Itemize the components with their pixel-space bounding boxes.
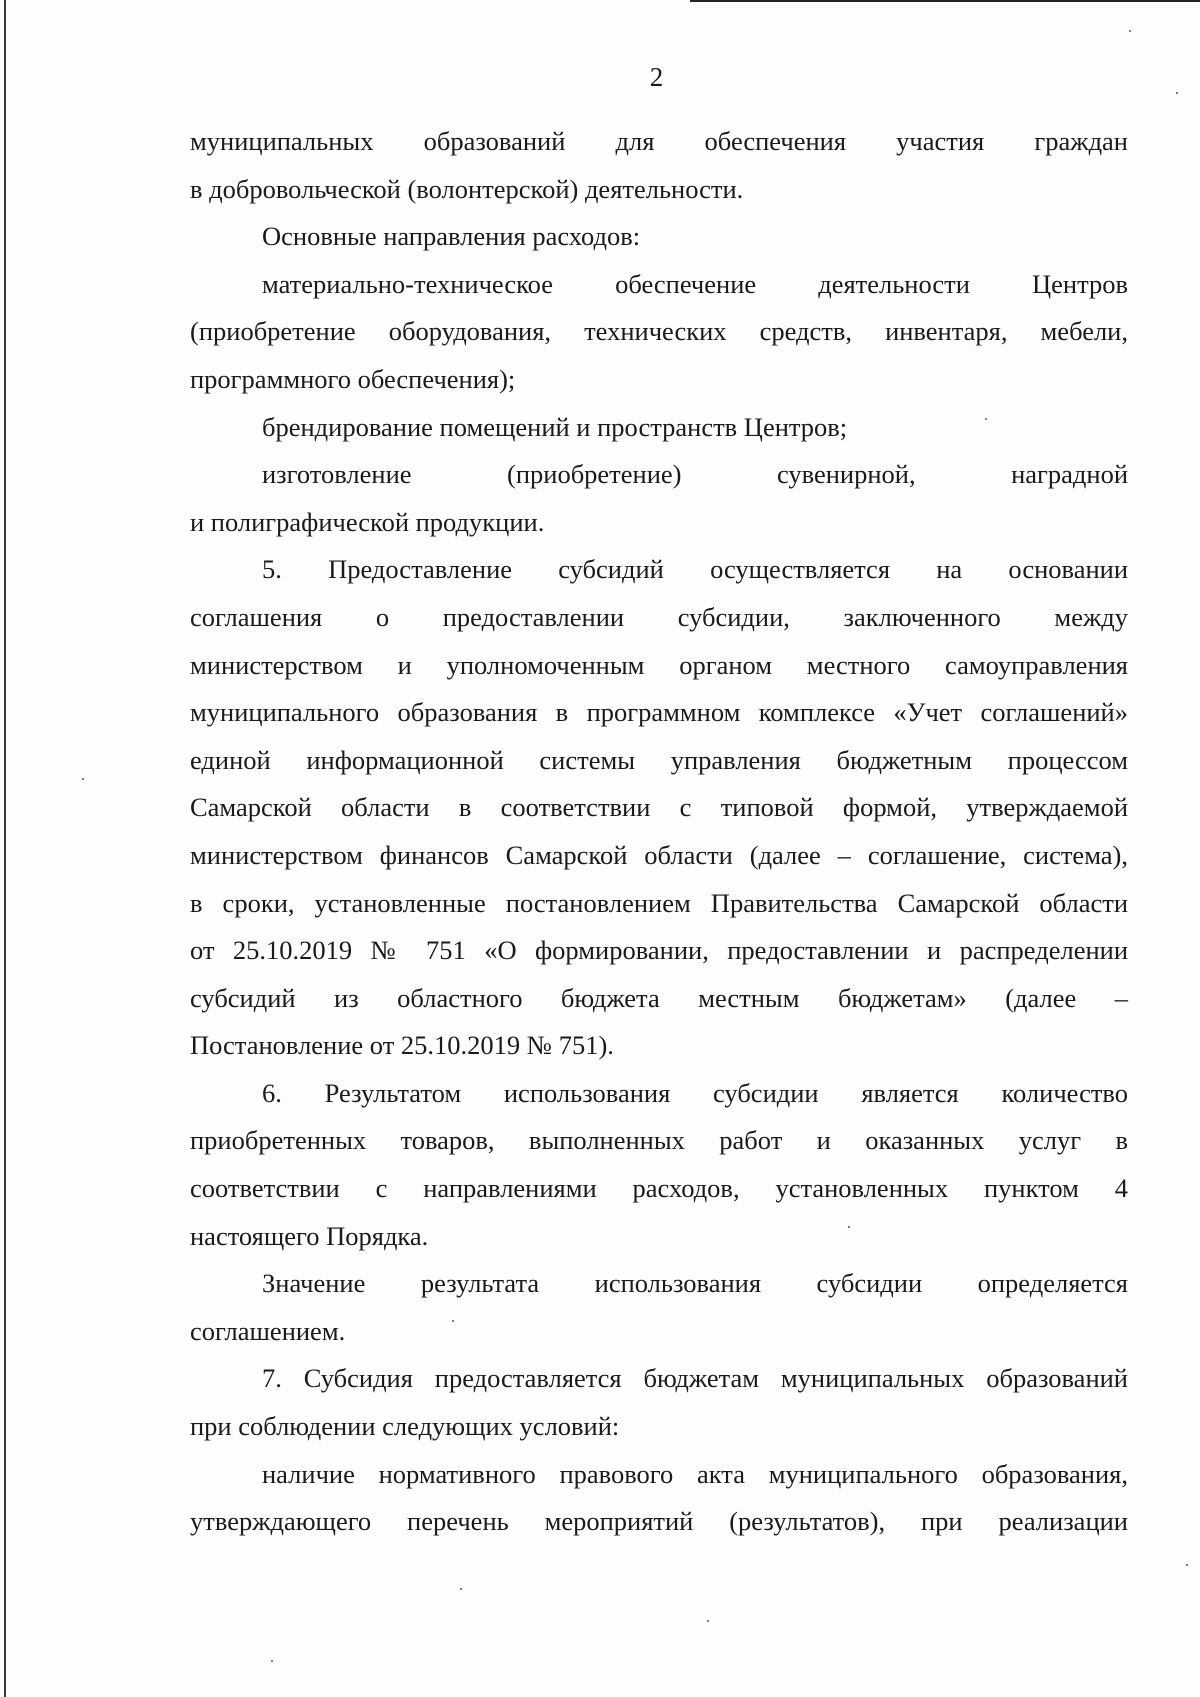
text-line: муниципальных образований для обеспечения участия граждан: [190, 126, 1128, 156]
text-line: 7. Субсидия предоставляется бюджетам муниципальных образований: [262, 1363, 1128, 1394]
scan-speck: [1129, 30, 1131, 32]
text-line: настоящего Порядка.: [190, 1220, 429, 1251]
text-line: муниципального образования в программном комплексе «Учет соглашений»: [190, 697, 1128, 728]
text-line: (приобретение оборудования, технических средств, инвентаря, мебели,: [190, 316, 1128, 347]
text-line: единой информационной системы управления бюджетным процессом: [190, 744, 1128, 775]
document-body: [190, 118, 1128, 1546]
scan-left-edge: [4, 0, 6, 1697]
page-number: 2: [649, 62, 664, 92]
text-line: Постановление от 25.10.2019 № 751).: [190, 1030, 614, 1061]
text-line: Значение результата использования субсидии определяется: [262, 1268, 1128, 1299]
text-line: в добровольческой (волонтерской) деятельности.: [190, 173, 744, 204]
scan-speck: [985, 418, 987, 420]
scan-speck: [848, 1226, 850, 1228]
text-line: соответствии с направлениями расходов, установленных пунктом 4: [190, 1173, 1128, 1204]
text-line: от 25.10.2019 № 751 «О формировании, предоставлении и распределении: [190, 935, 1128, 966]
text-line: министерством финансов Самарской области (далее – соглашение, система),: [190, 839, 1128, 870]
text-line: наличие нормативного правового акта муниципального образования,: [262, 1458, 1128, 1489]
scan-speck: [707, 1620, 709, 1622]
scan-speck: [452, 1320, 454, 1322]
scan-speck: [1176, 92, 1178, 94]
text-line: при соблюдении следующих условий:: [190, 1411, 620, 1442]
text-line: утверждающего перечень мероприятий (результатов), при реализации: [190, 1506, 1128, 1537]
text-line: в сроки, установленные постановлением Правительства Самарской области: [190, 887, 1128, 918]
scan-speck: [460, 1588, 462, 1590]
text-line: и полиграфической продукции.: [190, 506, 545, 537]
scan-speck: [1186, 1564, 1188, 1566]
text-line: Самарской области в соответствии с типовой формой, утверждаемой: [190, 792, 1128, 823]
text-line: брендирование помещений и пространств Центров;: [262, 411, 848, 442]
scan-speck: [271, 1660, 273, 1662]
text-line: Основные направления расходов:: [262, 221, 641, 252]
text-line: 5. Предоставление субсидий осуществляется на основании: [262, 554, 1128, 585]
text-line: министерством и уполномоченным органом местного самоуправления: [190, 649, 1128, 680]
text-line: приобретенных товаров, выполненных работ и оказанных услуг в: [190, 1125, 1128, 1156]
text-line: программного обеспечения);: [190, 363, 516, 394]
text-line: 6. Результатом использования субсидии является количество: [262, 1077, 1128, 1108]
text-line: соглашением.: [190, 1315, 346, 1346]
scan-speck: [82, 778, 84, 780]
text-line: изготовление (приобретение) сувенирной, наградной: [262, 459, 1128, 490]
text-line: субсидий из областного бюджета местным бюджетам» (далее –: [190, 982, 1128, 1013]
scan-top-rule: [690, 0, 1200, 2]
text-line: соглашения о предоставлении субсидии, заключенного между: [190, 601, 1128, 632]
text-line: материально-техническое обеспечение деятельности Центров: [262, 268, 1128, 299]
